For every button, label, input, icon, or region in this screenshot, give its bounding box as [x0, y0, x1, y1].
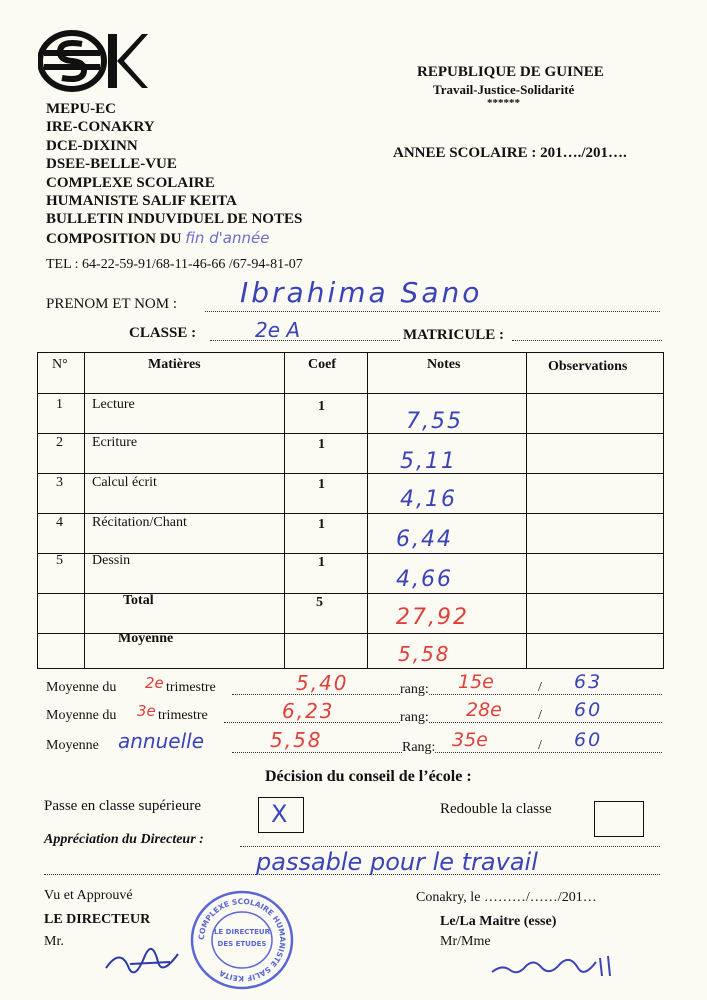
average-note: 5,58: [398, 642, 451, 666]
row-number: 5: [56, 553, 63, 568]
row-subject: Récitation/Chant: [92, 515, 187, 530]
class-size: 60: [574, 729, 603, 751]
school-logo: [38, 28, 148, 94]
place-date: Conakry, le ………/……/201…: [416, 890, 597, 905]
composition-label: COMPOSITION DU: [46, 230, 182, 247]
header-observations: Observations: [548, 359, 628, 374]
rank-slash: /: [538, 708, 542, 723]
row-subject: Dessin: [92, 553, 131, 568]
class-label: CLASSE :: [129, 325, 197, 341]
rank-slash: /: [538, 738, 542, 753]
row-number: 1: [56, 397, 63, 412]
header-line: MEPU-EC: [46, 101, 116, 117]
total-note: 27,92: [396, 605, 469, 630]
director-name-label: Mr.: [44, 934, 64, 949]
republic-title: REPUBLIQUE DE GUINEE: [417, 64, 604, 80]
header-line: COMPLEXE SCOLAIRE: [46, 174, 215, 191]
class-size: 60: [574, 699, 603, 721]
trimester-rank: 15e: [458, 671, 494, 693]
row-number: 2: [56, 435, 63, 450]
composition-value: fin d'année: [185, 228, 270, 247]
row-coef: 1: [318, 517, 325, 532]
row-divider: [38, 473, 663, 474]
header-line: HUMANISTE SALIF KEITA: [46, 193, 237, 210]
grades-table: [37, 352, 664, 669]
annual-term: annuelle: [118, 729, 205, 753]
header-line: IRE-CONAKRY: [46, 119, 155, 136]
column-divider: [367, 353, 368, 668]
row-note: 4,16: [400, 487, 457, 512]
total-label: Total: [123, 593, 154, 608]
trimester-term: 2e: [145, 674, 164, 692]
trimester-suffix: trimestre: [166, 680, 216, 695]
matricule-dotted-line: [512, 340, 662, 341]
composition-line: [46, 229, 302, 248]
row-coef: 1: [318, 399, 325, 414]
row-note: 4,66: [396, 567, 453, 592]
row-number: 4: [56, 515, 63, 530]
annual-rank: 35e: [452, 729, 488, 751]
row-divider: [38, 513, 663, 514]
header-line: DSEE-BELLE-VUE: [46, 156, 177, 173]
row-note: 6,44: [396, 527, 453, 552]
bulletin-title: BULLETIN INDUVIDUEL DE NOTES: [46, 211, 303, 228]
pass-checkmark: X: [271, 800, 288, 828]
row-subject: Ecriture: [92, 435, 138, 450]
trimester-prefix: Moyenne du: [46, 680, 117, 695]
trimester-suffix: trimestre: [158, 708, 208, 723]
teacher-name-label: Mr/Mme: [440, 934, 491, 949]
appreciation-label: Appréciation du Directeur :: [44, 832, 204, 847]
annual-average: 5,58: [270, 728, 323, 752]
header-line: DCE-DIXINN: [46, 137, 138, 154]
appreciation-dotted-line-1: [240, 846, 660, 847]
header-notes: Notes: [427, 357, 461, 372]
repeat-checkbox[interactable]: [594, 801, 644, 837]
teacher-signature: [488, 946, 624, 986]
phone-numbers: TEL : 64-22-59-91/68-11-46-66 /67-94-81-07: [46, 257, 303, 272]
header-number: N°: [52, 357, 68, 372]
student-name: Ibrahima Sano: [240, 276, 483, 309]
class-size: 63: [574, 671, 603, 693]
column-divider: [84, 353, 85, 668]
row-coef: 1: [318, 477, 325, 492]
name-label: PRENOM ET NOM :: [46, 296, 177, 312]
svg-text:LE DIRECTEUR: LE DIRECTEUR: [213, 928, 271, 936]
row-coef: 1: [318, 555, 325, 570]
motto-stars: ******: [487, 97, 520, 109]
rank-label: rang:: [400, 682, 429, 697]
average-label: Moyenne: [118, 631, 174, 646]
teacher-title: Le/La Maitre (esse): [440, 914, 557, 929]
matricule-label: MATRICULE :: [403, 327, 504, 343]
national-motto: Travail-Justice-Solidarité: [433, 82, 575, 97]
director-signature: [100, 928, 200, 988]
row-note: 7,55: [406, 409, 463, 434]
row-subject: Calcul écrit: [92, 475, 157, 490]
trimester-rank: 28e: [466, 699, 502, 721]
director-title: LE DIRECTEUR: [44, 912, 151, 927]
annual-dotted-line: [232, 752, 662, 753]
rank-label: rang:: [400, 710, 429, 725]
decision-title: Décision du conseil de l’école :: [265, 768, 472, 785]
header-subject: Matières: [148, 357, 201, 372]
school-stamp: [188, 888, 296, 992]
row-divider: [38, 553, 663, 554]
trimester-prefix: Moyenne du: [46, 708, 117, 723]
column-divider: [284, 353, 285, 668]
header-admin-block: [46, 100, 302, 248]
vu-approuve: Vu et Approuvé: [44, 888, 133, 903]
row-subject: Lecture: [92, 397, 135, 412]
rank-slash: /: [538, 680, 542, 695]
trimester-term: 3e: [137, 702, 156, 720]
trimester-average: 6,23: [282, 699, 335, 723]
row-number: 3: [56, 475, 63, 490]
row-divider: [38, 433, 663, 434]
annual-prefix: Moyenne: [46, 738, 99, 753]
row-coef: 1: [318, 437, 325, 452]
pass-checkbox[interactable]: [258, 797, 304, 833]
row-note: 5,11: [400, 449, 457, 474]
appreciation-value: passable pour le travail: [256, 848, 538, 876]
pass-label: Passe en classe supérieure: [44, 798, 202, 814]
trimester-average: 5,40: [296, 671, 349, 695]
row-divider: [38, 393, 663, 394]
class-dotted-line: [210, 340, 400, 341]
stamp-ring-text: COMPLEXE SCOLAIRE HUMANISTE SALIF KEITA: [196, 896, 288, 984]
column-divider: [526, 353, 527, 668]
repeat-label: Redouble la classe: [440, 801, 552, 817]
svg-text:DES ETUDES: DES ETUDES: [217, 940, 267, 948]
name-dotted-line: [205, 311, 660, 312]
header-coef: Coef: [308, 357, 336, 372]
school-year: ANNEE SCOLAIRE : 201…./201….: [393, 145, 627, 161]
total-coef: 5: [316, 595, 323, 610]
class-value: 2e A: [255, 318, 301, 342]
rank-label: Rang:: [402, 740, 436, 755]
